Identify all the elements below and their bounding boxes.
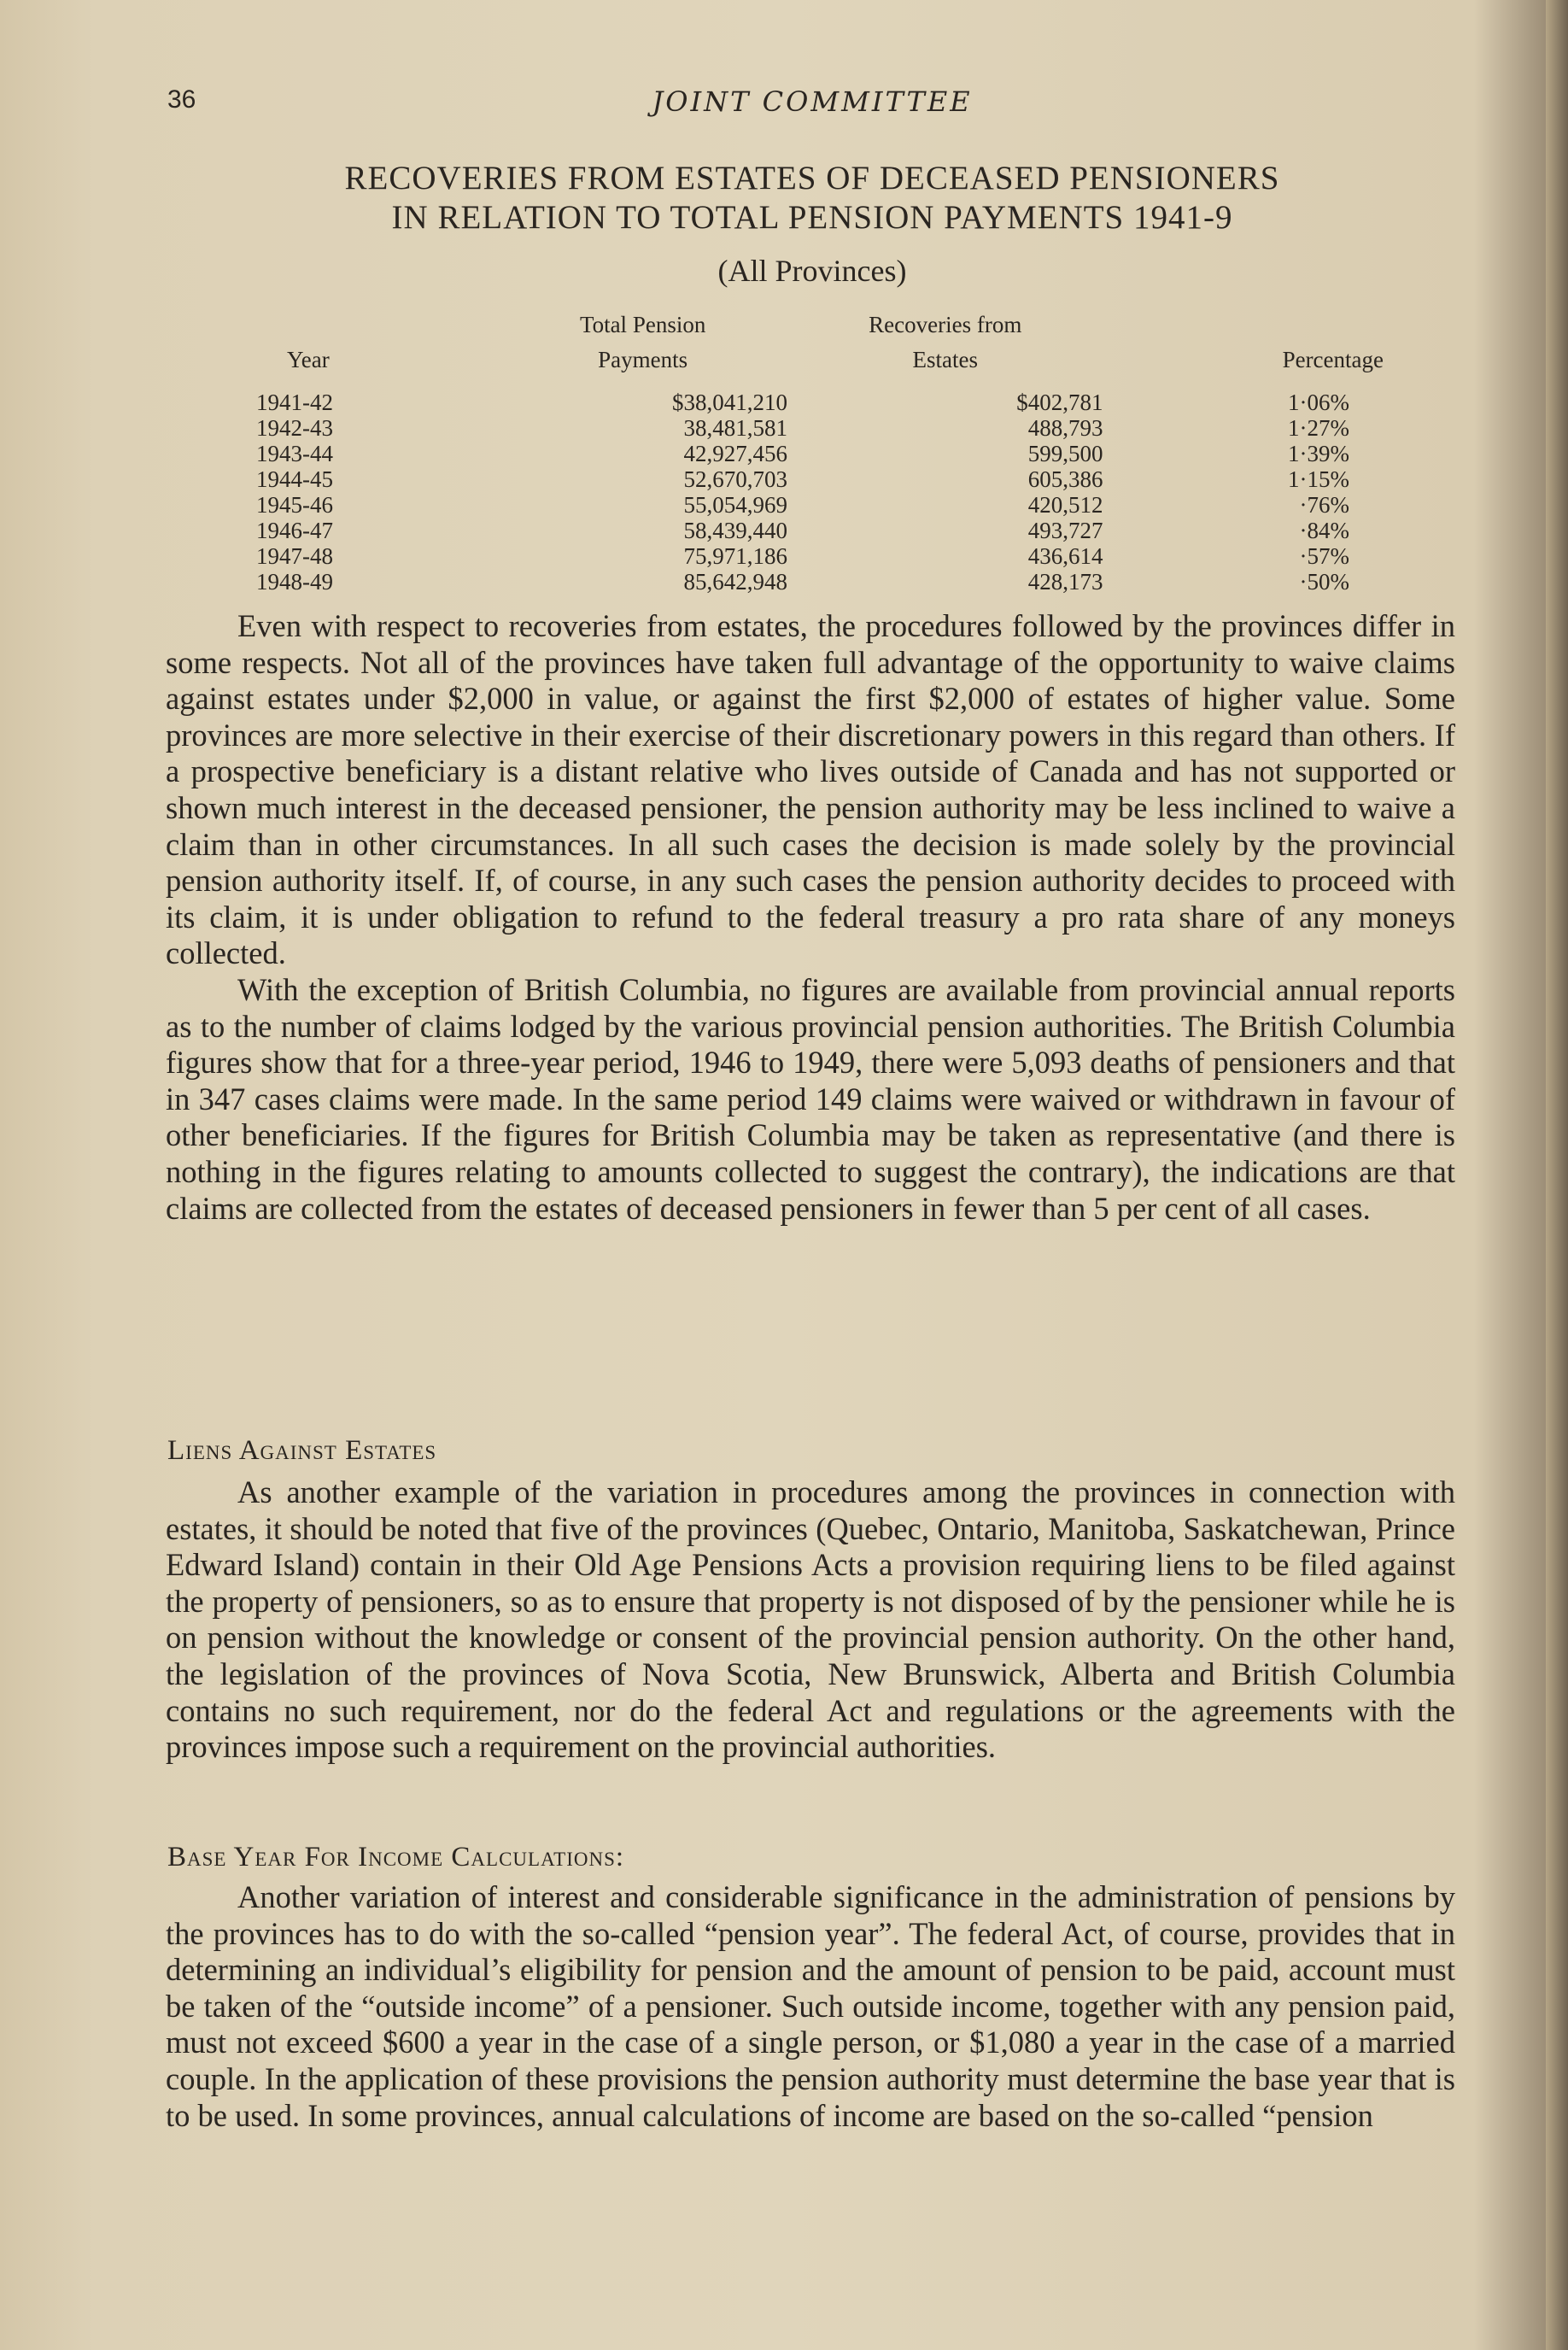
header-percentage: Percentage <box>1282 347 1384 372</box>
table-header-row <box>256 308 1384 390</box>
body-section-1 <box>166 608 1455 1227</box>
paragraph-liens: As another example of the variation in procedures among the provinces in connection with estates, it should be noted that five of the provinces (Quebec, Ontario, Manitoba, Saskatchewan, Prince Edward Island) contain in their Old Age Pensions Acts a provision requiring liens to be filed against the property of pensioners, so as to ensure that property is not disposed of by the pensioner while he is on pension without the knowledge or consent of the provincial pension authority. On the other hand, the legislation of the provinces of Nova Scotia, New Brunswick, Alberta and British Columbia contains no such requirement, nor do the federal Act and regulations or the agreements with the provinces impose such a requirement on the provincial authorities. <box>166 1474 1455 1765</box>
cell-recoveries: $402,781 <box>1016 390 1103 415</box>
paragraph-estates-procedures: Even with respect to recoveries from estates, the procedures followed by the provinces differ in some respects. Not all of the provinces have taken full advantage of the opportunity to waive claims against estates under $2,000 in value, or against the first $2,000 of estates of higher value. Some provinces are more selective in their exercise of their discretionary powers in this regard than others. If a prospective beneficiary is a distant relative who lives outside of Canada and has not supported or shown much interest in the deceased pensioner, the pension authority may be less inclined to waive a claim than in other circumstances. In all such cases the decision is made solely by the provincial pension authority itself. If, of course, in any such cases the pension authority decides to proceed with its claim, it is under obligation to refund to the federal treasury a pro rata share of any moneys collected. <box>166 608 1455 971</box>
cell-percentage: 1·06% <box>1288 390 1349 415</box>
cell-total: 75,971,186 <box>683 543 788 569</box>
table-title-line-2: IN RELATION TO TOTAL PENSION PAYMENTS 1941-9 <box>391 199 1233 236</box>
cell-recoveries: 599,500 <box>1027 441 1103 466</box>
table-row <box>256 466 1384 492</box>
table-row <box>256 518 1384 543</box>
table-row <box>256 492 1384 518</box>
cell-total: 58,439,440 <box>683 518 788 543</box>
table-subtitle: (All Provinces) <box>717 254 907 288</box>
cell-total: 38,481,581 <box>683 415 788 441</box>
page-number: 36 <box>167 85 196 114</box>
cell-total: 55,054,969 <box>683 492 788 518</box>
cell-recoveries: 488,793 <box>1027 415 1103 441</box>
cell-recoveries: 428,173 <box>1027 569 1103 595</box>
header-recoveries: Recoveries from Estates <box>869 312 1022 372</box>
table-row <box>256 415 1384 441</box>
cell-total: 42,927,456 <box>683 441 788 466</box>
cell-total: 85,642,948 <box>683 569 788 595</box>
body-section-2 <box>166 1474 1455 1766</box>
table-row <box>256 441 1384 466</box>
section-heading-liens: Liens Against Estates <box>167 1435 437 1466</box>
cell-percentage: 1·15% <box>1288 466 1349 492</box>
cell-total: 52,670,703 <box>683 466 788 492</box>
cell-year: 1945-46 <box>256 492 333 518</box>
cell-percentage: ·57% <box>1299 543 1349 569</box>
cell-percentage: ·50% <box>1299 569 1349 595</box>
cell-year: 1943-44 <box>256 441 333 466</box>
cell-total: $38,041,210 <box>672 390 788 415</box>
cell-year: 1947-48 <box>256 543 333 569</box>
recoveries-table <box>256 308 1384 595</box>
cell-year: 1941-42 <box>256 390 333 415</box>
cell-recoveries: 493,727 <box>1027 518 1103 543</box>
table-row <box>256 543 1384 569</box>
cell-percentage: 1·27% <box>1288 415 1349 441</box>
table-title-line-1: RECOVERIES FROM ESTATES OF DECEASED PENSIONERS <box>344 160 1280 196</box>
cell-recoveries: 420,512 <box>1027 492 1103 518</box>
cell-percentage: ·76% <box>1299 492 1349 518</box>
table-title <box>167 159 1457 237</box>
header-total-pension: Total Pension Payments <box>579 312 706 372</box>
section-heading-base-year: Base Year For Income Calculations: <box>167 1842 625 1872</box>
body-section-3 <box>166 1879 1455 2134</box>
running-header <box>167 85 1457 128</box>
cell-recoveries: 436,614 <box>1027 543 1103 569</box>
cell-year: 1948-49 <box>256 569 333 595</box>
paragraph-pension-year: Another variation of interest and considerable significance in the administration of pensions by the provinces has to do with the so-called “pension year”. The federal Act, of course, provides that in determining an individual’s eligibility for pension and the amount of pension to be paid, account must be taken of the “outside income” of a pensioner. Such outside income, together with any pension paid, must not exceed $600 a year in the case of a single person, or $1,080 a year in the case of a married couple. In the application of these provisions the pension authority must determine the base year that is to be used. In some provinces, annual calculations of income are based on the so-called “pension <box>166 1879 1455 2133</box>
cell-year: 1944-45 <box>256 466 333 492</box>
cell-year: 1942-43 <box>256 415 333 441</box>
paragraph-british-columbia: With the exception of British Columbia, no figures are available from provincial annual reports as to the number of claims lodged by the various provincial pension authorities. The British Columbia figures show that for a three-year period, 1946 to 1949, there were 5,093 deaths of pensioners and that in 347 cases claims were made. In the same period 149 claims were waived or withdrawn in favour of other beneficiaries. If the figures for British Columbia may be taken as representative (and there is nothing in the figures relating to amounts collected to suggest the contrary), the indications are that claims are collected from the estates of deceased pensioners in fewer than 5 per cent of all cases. <box>166 971 1455 1226</box>
cell-percentage: 1·39% <box>1288 441 1349 466</box>
table-row <box>256 569 1384 595</box>
cell-percentage: ·84% <box>1299 518 1349 543</box>
page-edge-shadow <box>1546 0 1568 2350</box>
header-year: Year <box>287 347 330 372</box>
cell-recoveries: 605,386 <box>1027 466 1103 492</box>
running-title: JOINT COMMITTEE <box>652 85 973 118</box>
cell-year: 1946-47 <box>256 518 333 543</box>
table-row <box>256 390 1384 415</box>
